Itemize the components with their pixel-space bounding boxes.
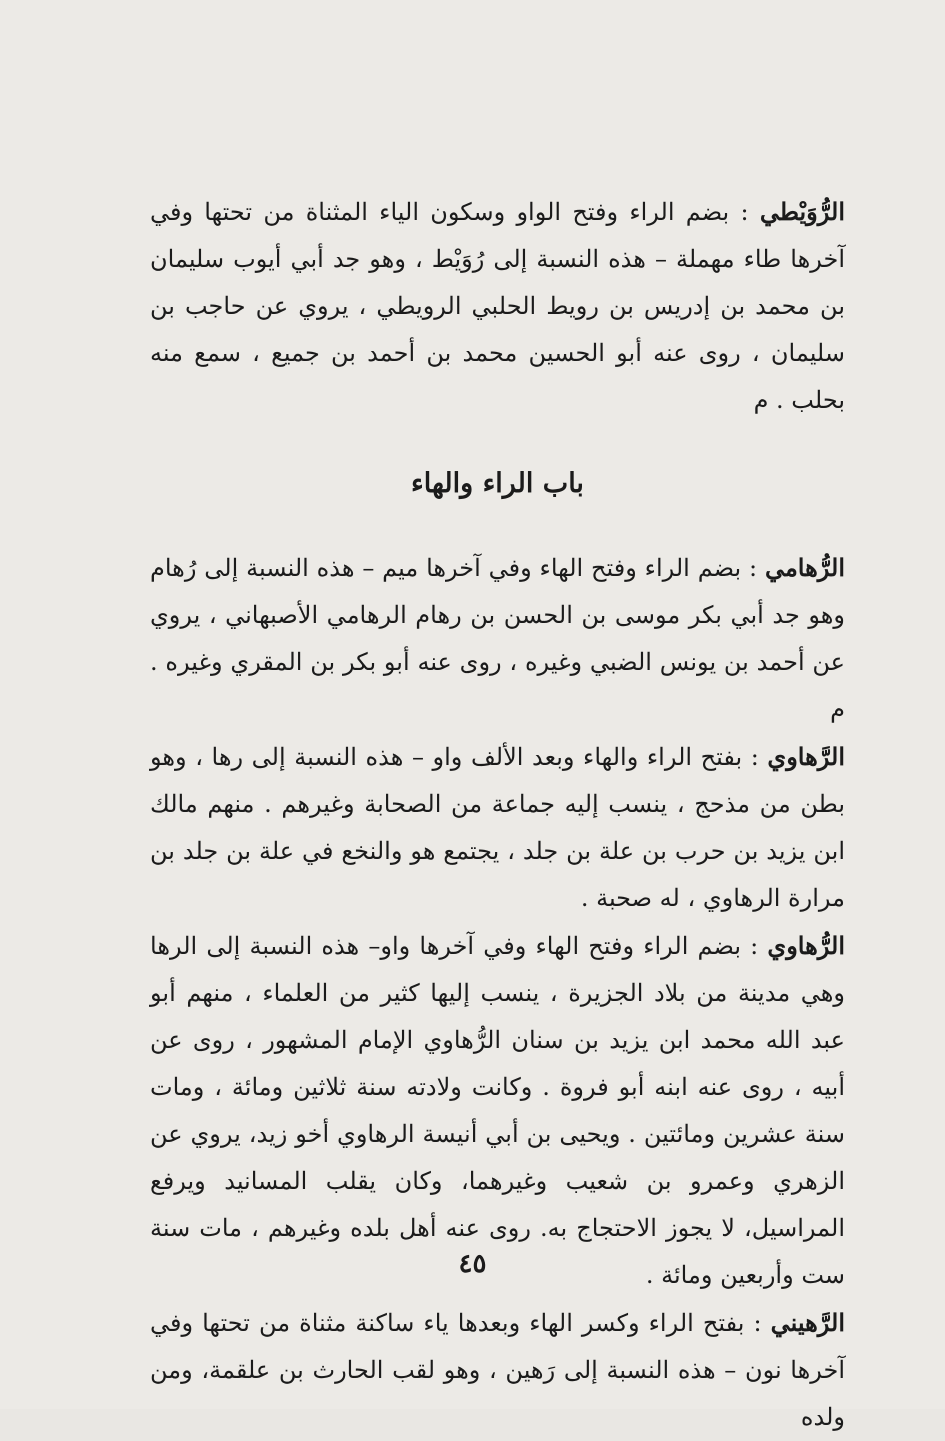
entry-body: : بفتح الراء والهاء وبعد الألف واو – هذه النسبة إلى رها ، وهو بطن من مذحج ، ينسب إليه جماعة من الصحابة وغيرهم . منهم مالك ابن يزيد بن حرب بن علة بن جلد ، يجتمع هو والنخع في علة بن جلد بن مرارة الرهاوي ، له صحبة . — [150, 743, 845, 912]
entry-body: : بضم الراء وفتح الواو وسكون الياء المثناة من تحتها وفي آخرها طاء مهملة – هذه النسبة إلى رُوَيْط ، وهو جد أبي أيوب سليمان بن محمد بن إدريس بن رويط الحلبي الرويطي ، يروي عن حاجب بن سليمان ، روى عنه أبو الحسين محمد بن أحمد بن جميع ، سمع منه بحلب . م — [150, 198, 846, 414]
entry-body: : بضم الراء وفتح الهاء وفي آخرها ميم – هذه النسبة إلى رُهام وهو جد أبي بكر موسى بن الحسن بن رهام الرهامي الأصبهاني ، يروي عن أحمد بن يونس الضبي وغيره ، روى عنه أبو بكر بن المقري وغيره . م — [150, 554, 845, 723]
entry-ruwayti — [150, 188, 845, 424]
page-number: ٤٥ — [458, 1249, 487, 1279]
entry-headword: الرَّهاوي — [767, 742, 845, 771]
entry-headword: الرَّهيني — [770, 1308, 845, 1337]
entry-rahini — [150, 1299, 845, 1441]
entry-headword: الرُّهاوي — [767, 931, 845, 960]
section-title: باب الراء والهاء — [411, 468, 584, 499]
entry-body: : بضم الراء وفتح الهاء وفي آخرها واو– هذه النسبة إلى الرها وهي مدينة من بلاد الجزيرة ، ينسب إليها كثير من العلماء ، منهم أبو عبد الله محمد ابن يزيد بن سنان الرُّهاوي الإمام المشهور ، روى عن أبيه ، روى عنه ابنه أبو فروة . وكانت ولادته سنة ثلاثين ومائة ، ومات سنة عشرين ومائتين . ويحيى بن أبي أنيسة الرهاوي أخو زيد، يروي عن الزهري وعمرو بن شعيب وغيرهما، وكان يقلب المسانيد ويرفع المراسيل، لا يجوز الاحتجاج به. روى عنه أهل بلده وغيرهم ، مات سنة ست وأربعين ومائة . — [150, 932, 845, 1289]
entry-ruhami — [150, 544, 845, 733]
entry-ruhawi — [150, 922, 845, 1299]
entry-rahawi — [150, 733, 845, 922]
entry-headword: الرُّهامي — [764, 553, 845, 582]
entry-body: : بفتح الراء وكسر الهاء وبعدها ياء ساكنة مثناة من تحتها وفي آخرها نون – هذه النسبة إلى رَهين ، وهو لقب الحارث بن علقمة، ومن ولده — [150, 1309, 846, 1431]
entry-headword: الرُّوَيْطي — [759, 197, 845, 226]
